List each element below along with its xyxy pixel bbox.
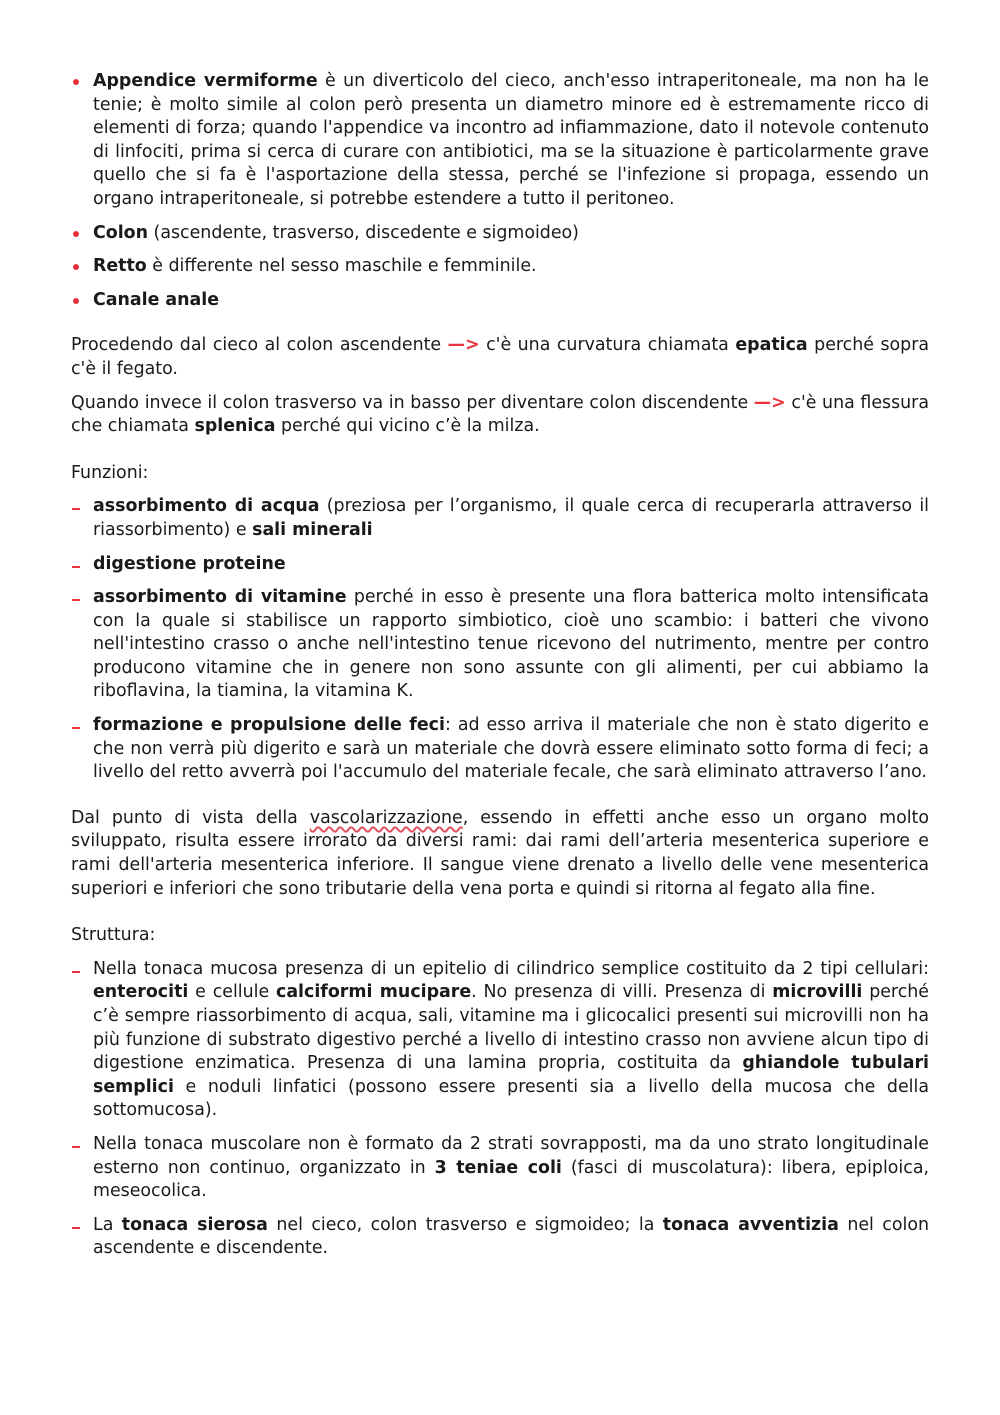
list-item: Canale anale: [71, 289, 929, 313]
list-item: assorbimento di vitamine perché in esso è presente una flora batterica molto intensificata con la quale si stabilisce un rapporto simbiotico, cioè uno scambio: i batteri che vivono nell'intestino crasso o anche nell'intestino tenue ricevono del nutrimento, mentre per contro producono vitamine che in genere non sono assunte con gli alimenti, per cui abbiamo la riboflavina, la tiamina, la vitamina K.: [71, 586, 929, 704]
list-item: Appendice vermiforme è un diverticolo del cieco, anch'esso intraperitoneale, ma non ha le tenie; è molto simile al colon però presenta un diametro minore ed è estremamente ricco di elementi di forza; quando l'appendice va incontro ad infiammazione, dato il notevole contenuto di linfociti, prima si cerca di curare con antibiotici, ma se la situazione è particolarmente grave quello che si fa è l'asportazione della stessa, perché se l'infezione si propaga, essendo un organo intraperitoneale, si potrebbe estendere a tutto il peritoneo.: [71, 70, 929, 212]
list-item: assorbimento di acqua (preziosa per l’organismo, il quale cerca di recuperarla attraverso il riassorbimento) e sali minerali: [71, 495, 929, 542]
list-item: Retto è differente nel sesso maschile e femminile.: [71, 255, 929, 279]
list-item: Nella tonaca mucosa presenza di un epitelio di cilindrico semplice costituito da 2 tipi cellulari: enterociti e cellule calciformi mucipare. No presenza di villi. Presenza di microvilli perché c’è sempre riassorbimento di acqua, sali, vitamine ma i glicocalici presenti sui microvilli non ha più funzione di substrato digestivo perché a livello di intestino crasso non avviene alcun tipo di digestione enzimatica. Presenza di una lamina propria, costituita da ghiandole tubulari semplici e noduli linfatici (possono essere presenti sia a livello della mucosa che della sottomucosa).: [71, 958, 929, 1123]
structure-heading: Struttura:: [71, 925, 156, 946]
spellcheck-underline: vascolarizzazione: [309, 807, 463, 828]
list-item: Nella tonaca muscolare non è formato da 2 strati sovrapposti, ma da uno strato longitudinale esterno non continuo, organizzato in 3 teniae coli (fasci di muscolatura): libera, epiploica, meseocolica.: [71, 1133, 929, 1204]
list-item: Colon (ascendente, trasverso, discedente e sigmoideo): [71, 222, 929, 246]
list-item: digestione proteine: [71, 553, 929, 577]
segments-list: [71, 70, 929, 312]
vascularization-paragraph: Dal punto di vista della vascolarizzazione, essendo in effetti anche esso un organo molto sviluppato, risulta essere irrorato da diversi rami: dai rami dell’arteria mesenterica superiore e rami dell'arteria mesenterica inferiore. Il sangue viene drenato a livello delle vene mesenterica superiori e inferiori che sono tributarie della vena porta e quindi si ritorna al fegato alla fine.: [71, 807, 929, 899]
structure-list: [71, 958, 929, 1261]
arrow-icon: —>: [753, 392, 786, 413]
list-item: La tonaca sierosa nel cieco, colon trasverso e sigmoideo; la tonaca avventizia nel colon ascendente e discendente.: [71, 1214, 929, 1261]
list-item: formazione e propulsione delle feci: ad esso arriva il materiale che non è stato digerito e che non verrà più digerito e sarà un materiale che dovrà essere eliminato sotto forma di feci; a livello del retto avverrà poi l'accumulo del materiale fecale, che sarà eliminato attraverso l’ano.: [71, 714, 929, 785]
hepatic-flexure-paragraph: Procedendo dal cieco al colon ascendente —> c'è una curvatura chiamata epatica perché sopra c'è il fegato.: [71, 335, 930, 379]
functions-heading: Funzioni:: [71, 462, 149, 483]
arrow-icon: —>: [447, 335, 480, 356]
splenic-flexure-paragraph: Quando invece il colon trasverso va in basso per diventare colon discendente —> c'è una flessura che chiamata splenica perché qui vicino c’è la milza.: [71, 392, 929, 437]
functions-list: [71, 495, 929, 785]
